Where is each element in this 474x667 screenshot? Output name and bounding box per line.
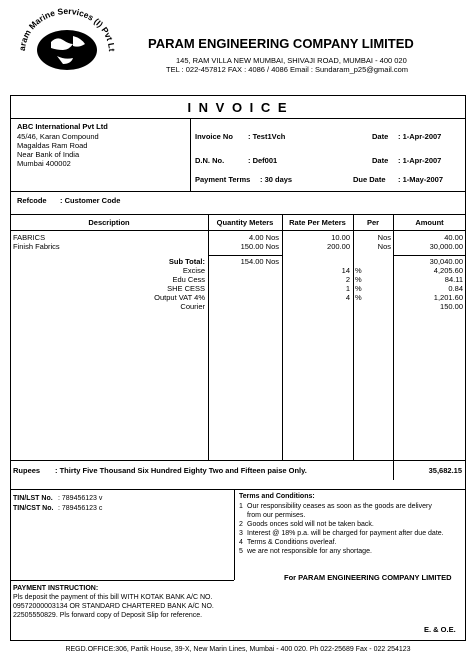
tax-rate: 1 (345, 284, 350, 293)
subtotal-qty: 154.00 Nos (240, 257, 279, 266)
tax-rate: 4 (345, 293, 350, 302)
payment-instruction-line: Pls deposit the payment of this bill WITH KOTAK BANK A/C NO. (13, 594, 213, 601)
tin-lst-label: TIN/LST No. (13, 495, 53, 502)
tax-per: % (355, 266, 362, 275)
terms-item: 5 we are not responsible for any shortage. (239, 548, 372, 555)
tin-cst-value: : 789456123 c (58, 505, 103, 512)
company-address: 145, RAM VILLA NEW MUMBAI, SHIVAJI ROAD, MUMBAI - 400 020 (176, 56, 407, 65)
item-rate: 200.00 (327, 242, 350, 251)
col-header-qty: Quantity Meters (216, 218, 274, 227)
tax-rate: 2 (345, 275, 350, 284)
item-qty: 4.00 Nos (248, 233, 279, 242)
tax-amount: 150.00 (440, 302, 463, 311)
refcode-label: Refcode (17, 196, 47, 205)
customer-address-line: 45/46, Karan Compound (17, 132, 99, 141)
dn-no-value: : Def001 (248, 156, 278, 165)
terms-list (239, 502, 444, 556)
terms-title: Terms and Conditions: (239, 493, 315, 500)
item-rate: 10.00 (331, 233, 350, 242)
payment-terms-value: : 30 days (260, 175, 293, 184)
col-header-description: Description (88, 218, 130, 227)
invoice-title: I N V O I C E (187, 100, 289, 115)
signature-line: For PARAM ENGINEERING COMPANY LIMITED (284, 573, 452, 582)
col-header-rate: Rate Per Meters (289, 218, 346, 227)
tax-amount: 0.84 (448, 284, 463, 293)
invoice-no-label: Invoice No (195, 132, 233, 141)
item-per: Nos (377, 242, 391, 251)
terms-item: from our permises. (247, 512, 306, 519)
payment-instruction-line: 09572000003134 OR STANDARD CHARTERED BANK A/C NO. (13, 603, 214, 610)
svg-text:Param Marine Services (I) Pvt: aram Marine Services (I) Pvt Lt (16, 6, 118, 52)
customer-name: ABC International Pvt Ltd (17, 122, 108, 131)
tax-amount: 84.11 (444, 275, 463, 284)
item-amount: 30,000.00 (429, 242, 463, 251)
tax-per: % (355, 284, 362, 293)
customer-address-line: Mumbai 400002 (17, 159, 71, 168)
item-qty: 150.00 Nos (240, 242, 279, 251)
refcode-value: : Customer Code (60, 196, 121, 205)
tax-label: SHE CESS (167, 284, 205, 293)
tin-lst-value: : 789456123 v (58, 495, 103, 502)
item-description: FABRICS (13, 233, 46, 242)
dn-no-label: D.N. No. (195, 156, 225, 165)
due-date-label: Due Date (353, 175, 386, 184)
tax-label: Excise (182, 266, 205, 275)
payment-instruction-line: 22505550829. Pls forward copy of Deposit Slip for reference. (13, 612, 203, 619)
subtotal-amount: 30,040.00 (429, 257, 463, 266)
footer-registered-office: REGD.OFFICE:306, Partik House, 39-X, New Marin Lines, Mumbai - 400 020. Ph 022-25689 Fax - 022 254123 (65, 646, 411, 653)
invoice-date-value: : 1-Apr-2007 (398, 132, 442, 141)
dn-date-value: : 1-Apr-2007 (398, 156, 442, 165)
total-amount: 35,682.15 (428, 466, 462, 475)
terms-item: 1 Our responsibility ceases as soon as the goods are delivery (239, 503, 432, 510)
tax-rate: 14 (341, 266, 350, 275)
tin-cst-label: TIN/CST No. (13, 505, 54, 512)
total-in-words: : Thirty Five Thousand Six Hundred Eighty Two and Fifteen paise Only. (55, 466, 307, 475)
tax-amount: 1,201.60 (433, 293, 463, 302)
payment-terms-label: Payment Terms (195, 175, 251, 184)
tax-label: Courier (180, 302, 205, 311)
company-name: PARAM ENGINEERING COMPANY LIMITED (148, 36, 414, 51)
col-header-amount: Amount (415, 218, 444, 227)
item-per: Nos (377, 233, 391, 242)
customer-address-line: Near Bank of India (17, 150, 80, 159)
customer-address-line: Magaldas Ram Road (17, 141, 88, 150)
item-description: Finish Fabrics (13, 242, 60, 251)
tax-amount: 4,205.60 (433, 266, 463, 275)
tax-per: % (355, 293, 362, 302)
company-logo (11, 6, 123, 70)
payment-instruction-title: PAYMENT INSTRUCTION: (13, 585, 99, 592)
tax-label: Edu Cess (172, 275, 205, 284)
terms-item: 4 Terms & Conditions overleaf. (239, 539, 337, 546)
col-header-per: Per (366, 218, 380, 227)
company-contact: TEL : 022-457812 FAX : 4086 / 4086 Email : Sundaram_p25@gmail.com (166, 65, 409, 74)
terms-item: 2 Goods onces sold will not be taken back. (239, 521, 374, 528)
terms-item: 3 Interest @ 18% p.a. will be charged for payment after due date. (239, 530, 444, 537)
tax-per: % (355, 275, 362, 284)
eoe-note: E. & O.E. (424, 625, 456, 634)
subtotal-label: Sub Total: (168, 257, 205, 266)
invoice-no-value: : Test1Vch (248, 132, 286, 141)
due-date-value: : 1-May-2007 (398, 175, 444, 184)
item-amount: 40.00 (444, 233, 463, 242)
invoice-date-label: Date (372, 132, 389, 141)
dn-date-label: Date (372, 156, 389, 165)
total-label: Rupees (13, 466, 41, 475)
tax-label: Output VAT 4% (154, 293, 205, 302)
